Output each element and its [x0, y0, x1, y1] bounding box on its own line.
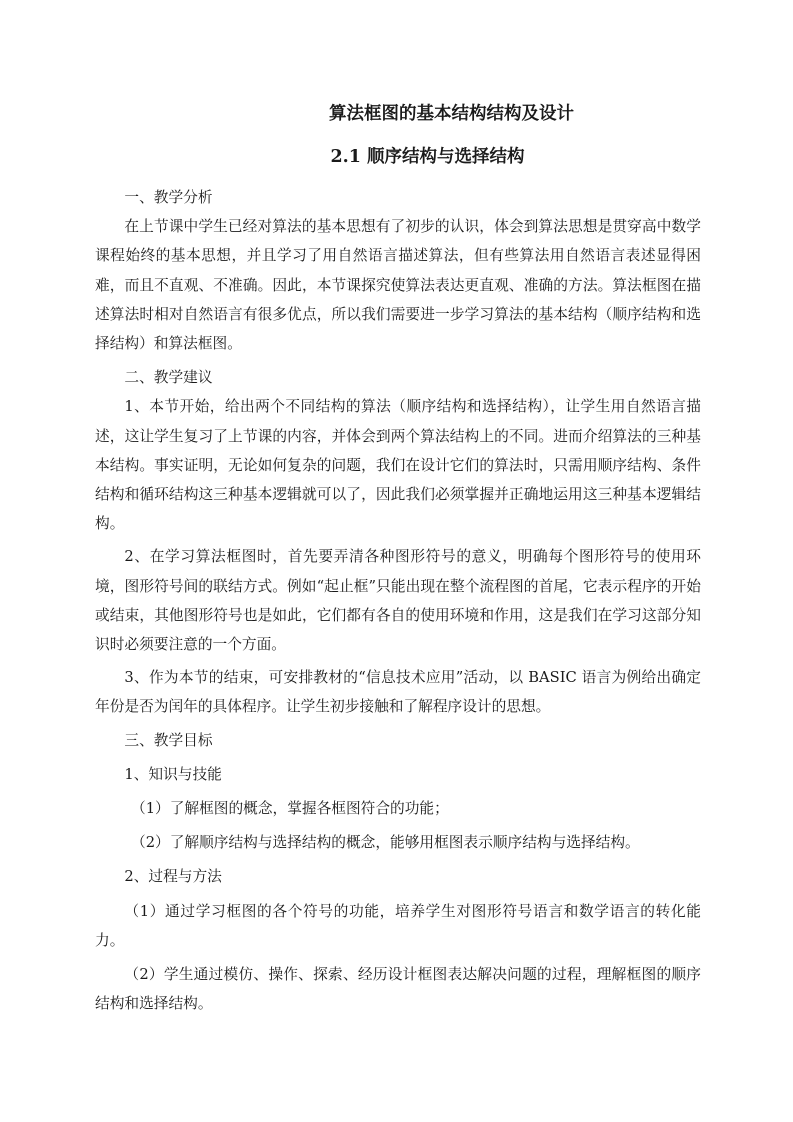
page-title: 算法框图的基本结构结构及设计	[329, 104, 574, 124]
list-item-knowledge-2: （2）了解顺序结构与选择结构的概念，能够用框图表示顺序结构与选择结构。	[131, 834, 640, 852]
paragraph-suggestion-3: 3、作为本节的结束，可安排教材的“信息技术应用”活动，以 BASIC 语言为例给出确定年份是否为闰年的具体程序。让学生初步接触和了解程序设计的思想。	[95, 669, 701, 716]
list-item-process-2: （2）学生通过模仿、操作、探索、经历设计框图表达解决问题的过程，理解框图的顺序结构和选择结构。	[95, 966, 701, 1013]
document-body	[95, 183, 701, 1018]
paragraph-suggestion-2: 2、在学习算法框图时，首先要弄清各种图形符号的意义，明确每个图形符号的使用环境，图形符号间的联结方式。例如“起止框”只能出现在整个流程图的首尾，它表示程序的开始或结束，其他图形符号也是如此，它们都有各自的使用环境和作用，这是我们在学习这部分知识时必须要注意的一个方面。	[95, 548, 701, 654]
subheading-knowledge-skills: 1、知识与技能	[124, 765, 222, 783]
section-heading-analysis: 一、教学分析	[124, 189, 213, 206]
subheading-process-methods: 2、过程与方法	[124, 868, 222, 886]
list-item-process-1: （1）通过学习框图的各个符号的功能，培养学生对图形符号语言和数学语言的转化能力。	[95, 902, 701, 949]
section-heading-suggestions: 二、教学建议	[124, 369, 213, 387]
list-item-knowledge-1: （1）了解框图的概念，掌握各框图符合的功能；	[131, 800, 449, 818]
paragraph-suggestion-1: 1、本节开始，给出两个不同结构的算法（顺序结构和选择结构），让学生用自然语言描述，这让学生复习了上节课的内容，并体会到两个算法结构上的不同。进而介绍算法的三种基本结构。事实证明，无论如何复杂的问题，我们在设计它们的算法时，只需用顺序结构、条件结构和循环结构这三种基本逻辑就可以了，因此我们必须掌握并正确地运用这三种基本逻辑结构。	[95, 398, 701, 533]
section-title: 2.1 顺序结构与选择结构	[330, 147, 525, 167]
section-heading-objectives: 三、教学目标	[124, 731, 213, 749]
paragraph-analysis: 在上节课中学生已经对算法的基本思想有了初步的认识，体会到算法思想是贯穿高中数学课程始终的基本思想，并且学习了用自然语言描述算法，但有些算法用自然语言表述显得困难，而且不直观、不准确。因此，本节课探究使算法表达更直观、准确的方法。算法框图在描述算法时相对自然语言有很多优点，所以我们需要进一步学习算法的基本结构（顺序结构和选择结构）和算法框图。	[95, 218, 701, 353]
